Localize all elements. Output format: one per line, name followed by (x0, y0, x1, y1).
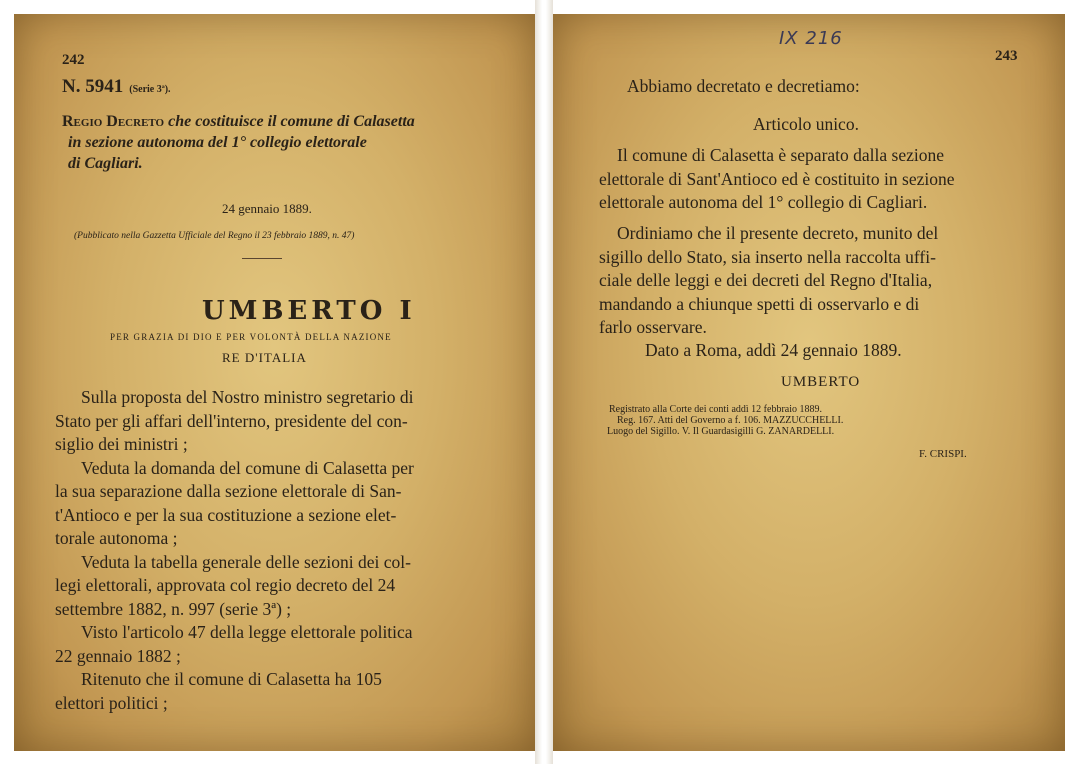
title-line-2: in sezione autonoma del 1° collegio elettorale (68, 134, 367, 151)
body-line: Stato per gli affari dell'interno, presidente del con- (55, 410, 408, 431)
registration-line: Registrato alla Corte dei conti addì 12 febbraio 1889. (609, 404, 822, 415)
body-line: Sulla proposta del Nostro ministro segretario di (81, 387, 414, 407)
order-line: farlo osservare. (599, 317, 707, 337)
gazette-publication-note: (Pubblicato nella Gazzetta Ufficiale del Regno il 23 febbraio 1889, n. 47) (74, 231, 355, 241)
decree-title (62, 111, 462, 174)
left-page (14, 14, 535, 751)
body-line: Veduta la domanda del comune di Calasetta per (81, 457, 414, 478)
right-page-number: 243 (995, 48, 1018, 64)
order-line: mandando a chiunque spetti di osservarlo e di (599, 293, 920, 314)
order-line: ciale delle leggi e dei decreti del Regno d'Italia, (599, 270, 933, 290)
preamble-body (55, 386, 414, 715)
body-line: elettori politici ; (55, 692, 168, 713)
body-line: Veduta la tabella generale delle sezioni dei col- (81, 551, 411, 572)
body-line: torale autonoma ; (55, 528, 178, 548)
order-line: sigillo dello Stato, sia inserto nella raccolta uffi- (599, 246, 936, 267)
article-text (599, 144, 955, 215)
separator-rule (242, 258, 282, 259)
body-line: Visto l'articolo 47 della legge elettorale politica (81, 622, 413, 642)
body-line: legi elettorali, approvata col regio decreto del 24 (55, 575, 396, 595)
signature-umberto: UMBERTO (781, 374, 861, 390)
body-line: settembre 1882, n. 997 (serie 3ª) ; (55, 598, 292, 619)
left-page-number: 242 (62, 52, 85, 68)
article-line: elettorale di Sant'Antioco ed è costituito in sezione (599, 168, 955, 189)
right-page (553, 14, 1065, 751)
countersign-crispi: F. CRISPI. (919, 448, 967, 460)
body-line: 22 gennaio 1882 ; (55, 645, 181, 666)
decree-serie: (Serie 3ª). (129, 84, 171, 95)
decree-date: 24 gennaio 1889. (222, 201, 312, 216)
registration-line: Reg. 167. Atti del Governo a f. 106. MAZZUCCHELLI. (617, 415, 844, 426)
body-line: t'Antioco e per la sua costituzione a sezione elet- (55, 504, 397, 525)
registration-line: Luogo del Sigillo. V. Il Guardasigilli G. ZANARDELLI. (607, 426, 835, 437)
title-line-3: di Cagliari. (68, 155, 143, 172)
decree-number-line (62, 76, 171, 98)
title-line-1: che costituisce il comune di Calasetta (168, 113, 415, 130)
body-line: la sua separazione dalla sezione elettorale di San- (55, 481, 402, 501)
handwritten-archive-note: IX 216 (779, 28, 843, 49)
order-text (599, 222, 938, 340)
article-heading: Articolo unico. (753, 114, 859, 134)
by-grace-line: PER GRAZIA DI DIO E PER VOLONTÀ DELLA NAZIONE (110, 332, 392, 342)
king-of-italy: RE D'ITALIA (222, 350, 307, 365)
decree-number: N. 5941 (62, 76, 124, 97)
decree-intro: Abbiamo decretato e decretiamo: (627, 76, 860, 96)
body-line: siglio dei ministri ; (55, 434, 188, 454)
given-at-rome: Dato a Roma, addì 24 gennaio 1889. (645, 340, 902, 360)
article-line: elettorale autonoma del 1° collegio di Cagliari. (599, 192, 928, 212)
order-line: Ordiniamo che il presente decreto, munito del (617, 223, 939, 243)
article-line: Il comune di Calasetta è separato dalla sezione (617, 145, 945, 165)
king-name: UMBERTO I (202, 296, 416, 326)
body-line: Ritenuto che il comune di Calasetta ha 105 (81, 669, 382, 689)
title-lead: Regio Decreto (62, 113, 165, 130)
registration-block (607, 404, 843, 437)
book-gutter (535, 0, 553, 764)
